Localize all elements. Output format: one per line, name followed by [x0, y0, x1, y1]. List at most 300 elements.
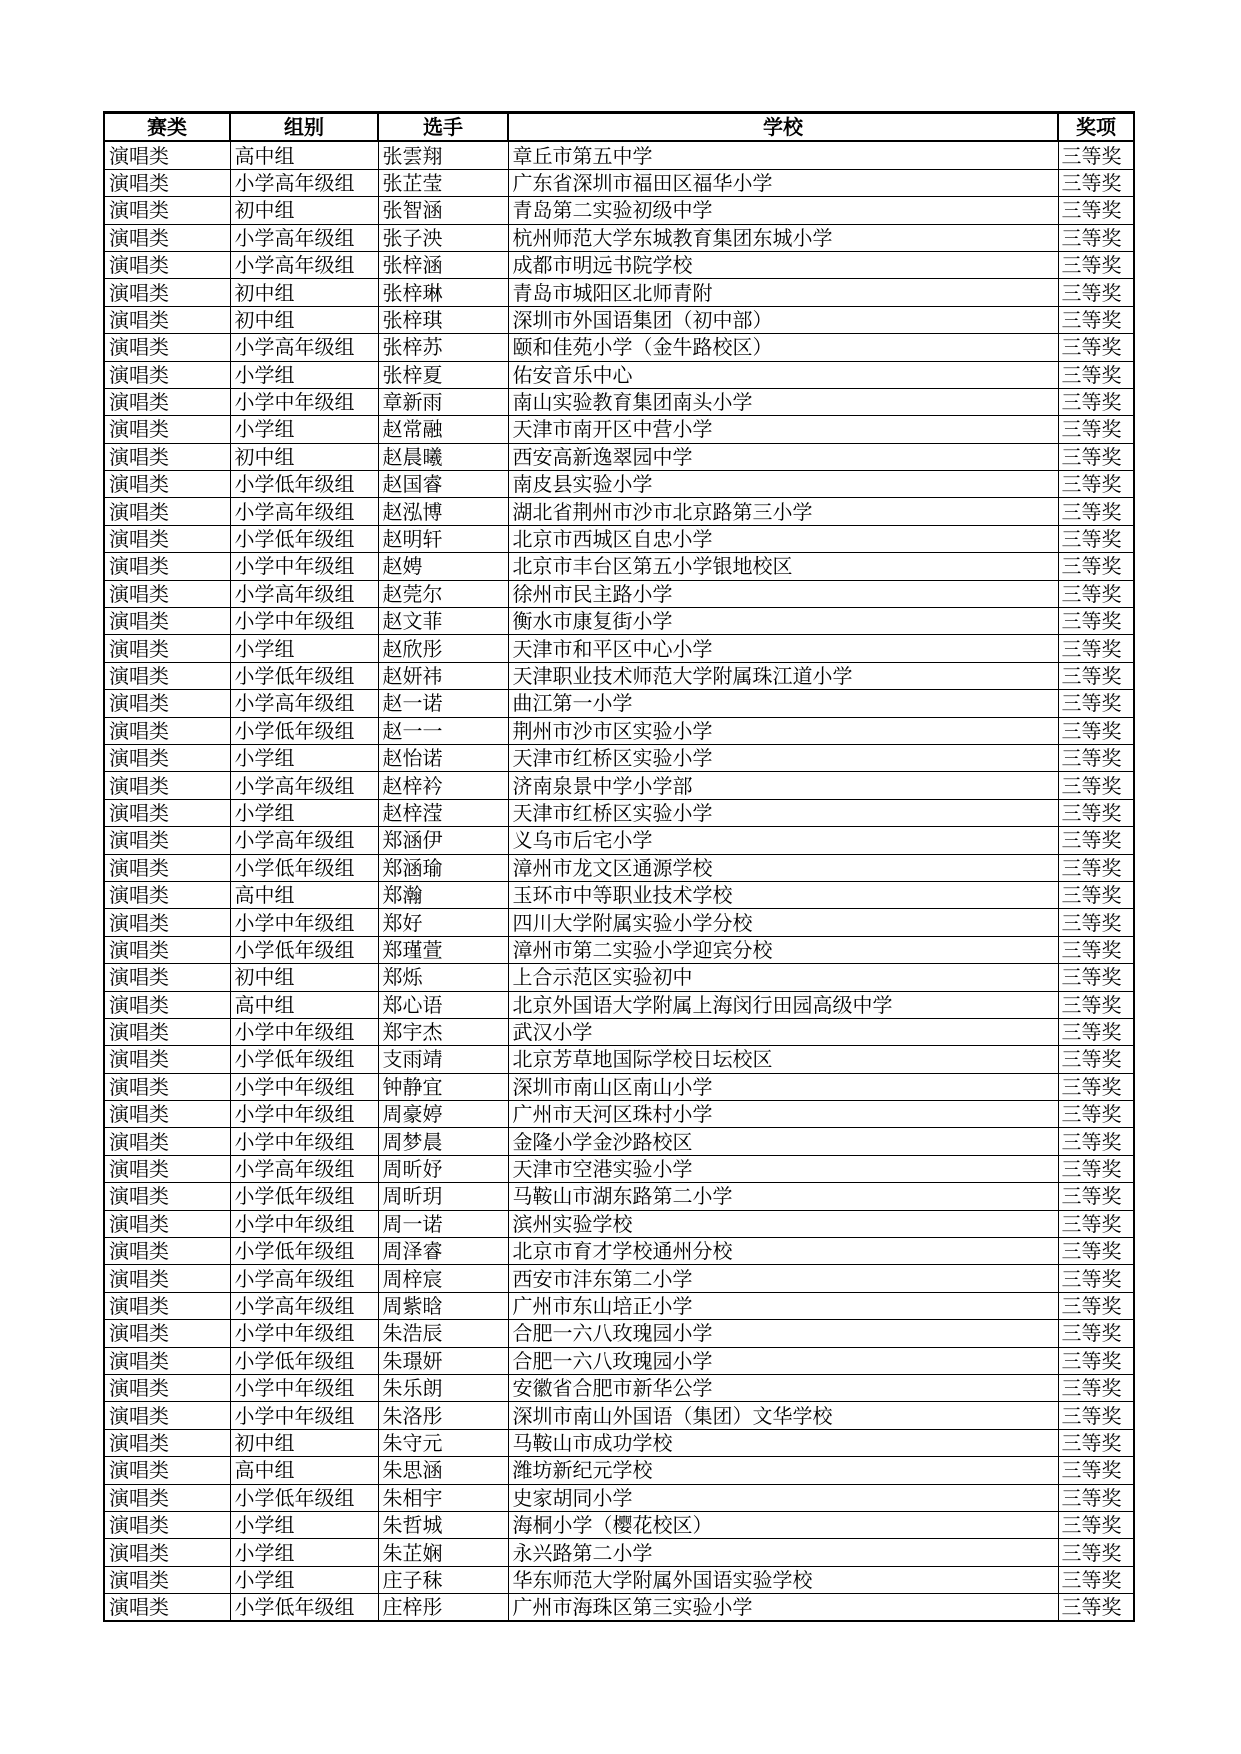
table-row	[104, 772, 1134, 799]
cell-award: 三等奖	[1058, 498, 1134, 525]
cell-category: 演唱类	[104, 1320, 230, 1347]
cell-school: 安徽省合肥市新华公学	[508, 1374, 1058, 1401]
cell-contestant: 朱守元	[378, 1429, 508, 1456]
cell-school: 天津市南开区中营小学	[508, 416, 1058, 443]
cell-award: 三等奖	[1058, 662, 1134, 689]
cell-school: 北京市丰台区第五小学银地校区	[508, 553, 1058, 580]
cell-school: 马鞍山市湖东路第二小学	[508, 1183, 1058, 1210]
cell-category: 演唱类	[104, 1210, 230, 1237]
table-row	[104, 443, 1134, 470]
cell-group: 小学低年级组	[230, 1183, 378, 1210]
table-row	[104, 1265, 1134, 1292]
cell-school: 合肥一六八玫瑰园小学	[508, 1320, 1058, 1347]
cell-school: 史家胡同小学	[508, 1484, 1058, 1511]
cell-school: 华东师范大学附属外国语实验学校	[508, 1566, 1058, 1593]
cell-school: 马鞍山市成功学校	[508, 1429, 1058, 1456]
cell-contestant: 赵梓滢	[378, 799, 508, 826]
cell-group: 小学低年级组	[230, 1347, 378, 1374]
cell-award: 三等奖	[1058, 991, 1134, 1018]
cell-group: 小学组	[230, 361, 378, 388]
table-row	[104, 169, 1134, 196]
cell-category: 演唱类	[104, 1374, 230, 1401]
cell-contestant: 朱浩辰	[378, 1320, 508, 1347]
cell-group: 小学组	[230, 416, 378, 443]
cell-award: 三等奖	[1058, 690, 1134, 717]
cell-award: 三等奖	[1058, 1320, 1134, 1347]
cell-category: 演唱类	[104, 1511, 230, 1538]
cell-contestant: 朱思涵	[378, 1457, 508, 1484]
table-row	[104, 1429, 1134, 1456]
cell-award: 三等奖	[1058, 306, 1134, 333]
table-row	[104, 964, 1134, 991]
cell-group: 小学高年级组	[230, 827, 378, 854]
cell-group: 初中组	[230, 197, 378, 224]
cell-contestant: 朱乐朗	[378, 1374, 508, 1401]
cell-contestant: 张梓夏	[378, 361, 508, 388]
table-row	[104, 799, 1134, 826]
cell-award: 三等奖	[1058, 1046, 1134, 1073]
cell-award: 三等奖	[1058, 1594, 1134, 1622]
table-row	[104, 1183, 1134, 1210]
cell-contestant: 张梓涵	[378, 251, 508, 278]
cell-category: 演唱类	[104, 1073, 230, 1100]
cell-group: 初中组	[230, 1429, 378, 1456]
cell-award: 三等奖	[1058, 1539, 1134, 1566]
cell-category: 演唱类	[104, 224, 230, 251]
cell-contestant: 朱璟妍	[378, 1347, 508, 1374]
cell-group: 小学高年级组	[230, 251, 378, 278]
cell-category: 演唱类	[104, 525, 230, 552]
cell-group: 小学中年级组	[230, 553, 378, 580]
table-row	[104, 1128, 1134, 1155]
cell-group: 小学中年级组	[230, 1101, 378, 1128]
cell-school: 滨州实验学校	[508, 1210, 1058, 1237]
table-row	[104, 580, 1134, 607]
cell-contestant: 赵晨曦	[378, 443, 508, 470]
cell-category: 演唱类	[104, 1018, 230, 1045]
cell-group: 初中组	[230, 964, 378, 991]
cell-school: 北京市西城区自忠小学	[508, 525, 1058, 552]
cell-school: 四川大学附属实验小学分校	[508, 909, 1058, 936]
cell-contestant: 赵常融	[378, 416, 508, 443]
cell-contestant: 周梦晨	[378, 1128, 508, 1155]
cell-school: 漳州市第二实验小学迎宾分校	[508, 936, 1058, 963]
cell-category: 演唱类	[104, 1292, 230, 1319]
cell-contestant: 张芷莹	[378, 169, 508, 196]
cell-contestant: 赵梓衿	[378, 772, 508, 799]
cell-award: 三等奖	[1058, 1566, 1134, 1593]
cell-school: 湖北省荆州市沙市北京路第三小学	[508, 498, 1058, 525]
cell-award: 三等奖	[1058, 169, 1134, 196]
table-row	[104, 1073, 1134, 1100]
cell-contestant: 周昕妤	[378, 1155, 508, 1182]
cell-award: 三等奖	[1058, 1018, 1134, 1045]
cell-category: 演唱类	[104, 1265, 230, 1292]
cell-school: 潍坊新纪元学校	[508, 1457, 1058, 1484]
cell-contestant: 张智涵	[378, 197, 508, 224]
cell-award: 三等奖	[1058, 251, 1134, 278]
cell-award: 三等奖	[1058, 580, 1134, 607]
table-row	[104, 1539, 1134, 1566]
cell-category: 演唱类	[104, 197, 230, 224]
cell-group: 小学中年级组	[230, 1320, 378, 1347]
cell-school: 天津市红桥区实验小学	[508, 799, 1058, 826]
cell-school: 上合示范区实验初中	[508, 964, 1058, 991]
cell-contestant: 赵欣彤	[378, 635, 508, 662]
cell-category: 演唱类	[104, 580, 230, 607]
cell-contestant: 赵一一	[378, 717, 508, 744]
table-row	[104, 717, 1134, 744]
cell-school: 天津市和平区中心小学	[508, 635, 1058, 662]
cell-group: 高中组	[230, 141, 378, 169]
cell-group: 小学高年级组	[230, 580, 378, 607]
cell-award: 三等奖	[1058, 881, 1134, 908]
cell-category: 演唱类	[104, 141, 230, 169]
table-row	[104, 744, 1134, 771]
table-row	[104, 1101, 1134, 1128]
cell-category: 演唱类	[104, 854, 230, 881]
cell-award: 三等奖	[1058, 1155, 1134, 1182]
table-row	[104, 525, 1134, 552]
cell-group: 小学低年级组	[230, 936, 378, 963]
cell-school: 杭州师范大学东城教育集团东城小学	[508, 224, 1058, 251]
cell-category: 演唱类	[104, 306, 230, 333]
table-row	[104, 854, 1134, 881]
table-header-row	[104, 113, 1134, 142]
cell-category: 演唱类	[104, 717, 230, 744]
results-table	[103, 111, 1135, 1622]
cell-group: 小学高年级组	[230, 498, 378, 525]
cell-contestant: 赵一诺	[378, 690, 508, 717]
table-row	[104, 1155, 1134, 1182]
cell-school: 西安市沣东第二小学	[508, 1265, 1058, 1292]
cell-school: 义乌市后宅小学	[508, 827, 1058, 854]
cell-category: 演唱类	[104, 662, 230, 689]
cell-contestant: 郑涵瑜	[378, 854, 508, 881]
cell-award: 三等奖	[1058, 909, 1134, 936]
cell-group: 小学组	[230, 1539, 378, 1566]
cell-school: 徐州市民主路小学	[508, 580, 1058, 607]
cell-group: 高中组	[230, 1457, 378, 1484]
cell-school: 永兴路第二小学	[508, 1539, 1058, 1566]
table-row	[104, 279, 1134, 306]
cell-category: 演唱类	[104, 1128, 230, 1155]
cell-group: 小学组	[230, 635, 378, 662]
cell-school: 佑安音乐中心	[508, 361, 1058, 388]
table-row	[104, 1484, 1134, 1511]
cell-contestant: 郑瑾萱	[378, 936, 508, 963]
cell-school: 青岛第二实验初级中学	[508, 197, 1058, 224]
cell-category: 演唱类	[104, 1566, 230, 1593]
cell-award: 三等奖	[1058, 1128, 1134, 1155]
cell-school: 广州市东山培正小学	[508, 1292, 1058, 1319]
cell-group: 小学高年级组	[230, 1265, 378, 1292]
cell-contestant: 赵泓博	[378, 498, 508, 525]
table-row	[104, 334, 1134, 361]
cell-group: 高中组	[230, 991, 378, 1018]
cell-school: 合肥一六八玫瑰园小学	[508, 1347, 1058, 1374]
cell-award: 三等奖	[1058, 416, 1134, 443]
cell-category: 演唱类	[104, 471, 230, 498]
cell-group: 小学低年级组	[230, 471, 378, 498]
cell-group: 小学中年级组	[230, 1073, 378, 1100]
table-row	[104, 1046, 1134, 1073]
cell-award: 三等奖	[1058, 717, 1134, 744]
cell-award: 三等奖	[1058, 964, 1134, 991]
table-row	[104, 1402, 1134, 1429]
cell-award: 三等奖	[1058, 799, 1134, 826]
cell-award: 三等奖	[1058, 744, 1134, 771]
cell-group: 初中组	[230, 443, 378, 470]
cell-contestant: 周泽睿	[378, 1238, 508, 1265]
cell-contestant: 张梓琪	[378, 306, 508, 333]
cell-category: 演唱类	[104, 334, 230, 361]
table-row	[104, 416, 1134, 443]
cell-school: 海桐小学（樱花校区）	[508, 1511, 1058, 1538]
header-school: 学校	[508, 113, 1058, 142]
cell-category: 演唱类	[104, 1539, 230, 1566]
cell-school: 西安高新逸翠园中学	[508, 443, 1058, 470]
table-row	[104, 1018, 1134, 1045]
header-award: 奖项	[1058, 113, 1134, 142]
cell-category: 演唱类	[104, 498, 230, 525]
cell-award: 三等奖	[1058, 1238, 1134, 1265]
cell-group: 小学低年级组	[230, 1594, 378, 1622]
cell-award: 三等奖	[1058, 388, 1134, 415]
cell-group: 小学高年级组	[230, 169, 378, 196]
cell-category: 演唱类	[104, 1046, 230, 1073]
cell-school: 北京市育才学校通州分校	[508, 1238, 1058, 1265]
cell-contestant: 郑烁	[378, 964, 508, 991]
cell-category: 演唱类	[104, 1429, 230, 1456]
cell-group: 小学低年级组	[230, 1238, 378, 1265]
table-row	[104, 1511, 1134, 1538]
cell-contestant: 张雲翔	[378, 141, 508, 169]
cell-school: 深圳市南山区南山小学	[508, 1073, 1058, 1100]
cell-award: 三等奖	[1058, 361, 1134, 388]
cell-category: 演唱类	[104, 635, 230, 662]
cell-category: 演唱类	[104, 744, 230, 771]
cell-category: 演唱类	[104, 1402, 230, 1429]
cell-category: 演唱类	[104, 1484, 230, 1511]
table-row	[104, 1347, 1134, 1374]
cell-group: 小学中年级组	[230, 1018, 378, 1045]
cell-category: 演唱类	[104, 279, 230, 306]
cell-category: 演唱类	[104, 964, 230, 991]
table-row	[104, 1320, 1134, 1347]
table-row	[104, 1457, 1134, 1484]
cell-contestant: 郑宇杰	[378, 1018, 508, 1045]
table-row	[104, 1210, 1134, 1237]
cell-category: 演唱类	[104, 991, 230, 1018]
cell-school: 天津市空港实验小学	[508, 1155, 1058, 1182]
cell-contestant: 郑涵伊	[378, 827, 508, 854]
cell-group: 小学高年级组	[230, 1155, 378, 1182]
cell-group: 小学中年级组	[230, 1128, 378, 1155]
cell-group: 小学中年级组	[230, 1402, 378, 1429]
cell-category: 演唱类	[104, 1101, 230, 1128]
header-category: 赛类	[104, 113, 230, 142]
cell-group: 小学低年级组	[230, 1484, 378, 1511]
cell-contestant: 朱相宇	[378, 1484, 508, 1511]
cell-award: 三等奖	[1058, 1457, 1134, 1484]
cell-group: 小学中年级组	[230, 608, 378, 635]
cell-award: 三等奖	[1058, 1347, 1134, 1374]
cell-school: 曲江第一小学	[508, 690, 1058, 717]
cell-school: 广州市天河区珠村小学	[508, 1101, 1058, 1128]
cell-contestant: 庄梓彤	[378, 1594, 508, 1622]
cell-contestant: 朱哲城	[378, 1511, 508, 1538]
cell-award: 三等奖	[1058, 471, 1134, 498]
cell-school: 南山实验教育集团南头小学	[508, 388, 1058, 415]
cell-category: 演唱类	[104, 936, 230, 963]
cell-school: 武汉小学	[508, 1018, 1058, 1045]
cell-category: 演唱类	[104, 1347, 230, 1374]
cell-award: 三等奖	[1058, 854, 1134, 881]
cell-category: 演唱类	[104, 553, 230, 580]
cell-school: 北京芳草地国际学校日坛校区	[508, 1046, 1058, 1073]
cell-contestant: 赵文菲	[378, 608, 508, 635]
cell-category: 演唱类	[104, 608, 230, 635]
cell-award: 三等奖	[1058, 1292, 1134, 1319]
cell-contestant: 郑瀚	[378, 881, 508, 908]
cell-award: 三等奖	[1058, 1183, 1134, 1210]
cell-contestant: 庄子秣	[378, 1566, 508, 1593]
cell-group: 小学高年级组	[230, 1292, 378, 1319]
cell-school: 青岛市城阳区北师青附	[508, 279, 1058, 306]
cell-award: 三等奖	[1058, 772, 1134, 799]
table-row	[104, 909, 1134, 936]
cell-category: 演唱类	[104, 1238, 230, 1265]
cell-award: 三等奖	[1058, 553, 1134, 580]
cell-category: 演唱类	[104, 1594, 230, 1622]
cell-school: 天津市红桥区实验小学	[508, 744, 1058, 771]
cell-category: 演唱类	[104, 881, 230, 908]
cell-school: 广州市海珠区第三实验小学	[508, 1594, 1058, 1622]
cell-category: 演唱类	[104, 169, 230, 196]
cell-contestant: 周一诺	[378, 1210, 508, 1237]
cell-category: 演唱类	[104, 1155, 230, 1182]
table-row	[104, 388, 1134, 415]
cell-award: 三等奖	[1058, 1101, 1134, 1128]
cell-group: 小学中年级组	[230, 909, 378, 936]
cell-school: 济南泉景中学小学部	[508, 772, 1058, 799]
table-row	[104, 881, 1134, 908]
cell-group: 小学低年级组	[230, 525, 378, 552]
cell-award: 三等奖	[1058, 1429, 1134, 1456]
cell-school: 北京外国语大学附属上海闵行田园高级中学	[508, 991, 1058, 1018]
cell-contestant: 周昕玥	[378, 1183, 508, 1210]
cell-contestant: 周紫晗	[378, 1292, 508, 1319]
cell-group: 初中组	[230, 279, 378, 306]
cell-contestant: 张子泱	[378, 224, 508, 251]
cell-contestant: 赵妍祎	[378, 662, 508, 689]
cell-category: 演唱类	[104, 799, 230, 826]
table-row	[104, 1594, 1134, 1622]
cell-school: 金隆小学金沙路校区	[508, 1128, 1058, 1155]
table-row	[104, 553, 1134, 580]
cell-contestant: 赵怡诺	[378, 744, 508, 771]
cell-school: 深圳市南山外国语（集团）文华学校	[508, 1402, 1058, 1429]
cell-group: 小学中年级组	[230, 1210, 378, 1237]
cell-group: 小学低年级组	[230, 854, 378, 881]
cell-contestant: 支雨靖	[378, 1046, 508, 1073]
table-row	[104, 141, 1134, 169]
cell-group: 小学组	[230, 1566, 378, 1593]
cell-contestant: 朱洛彤	[378, 1402, 508, 1429]
cell-contestant: 赵国睿	[378, 471, 508, 498]
cell-category: 演唱类	[104, 1457, 230, 1484]
cell-category: 演唱类	[104, 827, 230, 854]
cell-group: 高中组	[230, 881, 378, 908]
table-row	[104, 991, 1134, 1018]
table-row	[104, 827, 1134, 854]
cell-award: 三等奖	[1058, 443, 1134, 470]
cell-group: 小学中年级组	[230, 388, 378, 415]
cell-category: 演唱类	[104, 416, 230, 443]
cell-group: 小学高年级组	[230, 224, 378, 251]
cell-group: 小学低年级组	[230, 717, 378, 744]
cell-category: 演唱类	[104, 772, 230, 799]
cell-school: 荆州市沙市区实验小学	[508, 717, 1058, 744]
cell-group: 小学低年级组	[230, 662, 378, 689]
cell-award: 三等奖	[1058, 525, 1134, 552]
cell-award: 三等奖	[1058, 1374, 1134, 1401]
table-row	[104, 361, 1134, 388]
cell-contestant: 钟静宜	[378, 1073, 508, 1100]
table-row	[104, 662, 1134, 689]
cell-school: 深圳市外国语集团（初中部）	[508, 306, 1058, 333]
table-row	[104, 197, 1134, 224]
cell-award: 三等奖	[1058, 334, 1134, 361]
table-row	[104, 498, 1134, 525]
cell-contestant: 周梓宸	[378, 1265, 508, 1292]
cell-category: 演唱类	[104, 443, 230, 470]
cell-award: 三等奖	[1058, 1402, 1134, 1429]
cell-group: 小学组	[230, 799, 378, 826]
cell-award: 三等奖	[1058, 936, 1134, 963]
cell-award: 三等奖	[1058, 1511, 1134, 1538]
cell-contestant: 赵娉	[378, 553, 508, 580]
cell-school: 章丘市第五中学	[508, 141, 1058, 169]
cell-group: 小学组	[230, 1511, 378, 1538]
cell-group: 小学高年级组	[230, 334, 378, 361]
table-row	[104, 936, 1134, 963]
cell-group: 小学中年级组	[230, 1374, 378, 1401]
cell-award: 三等奖	[1058, 279, 1134, 306]
table-row	[104, 251, 1134, 278]
table-row	[104, 224, 1134, 251]
cell-award: 三等奖	[1058, 141, 1134, 169]
table-row	[104, 1374, 1134, 1401]
cell-award: 三等奖	[1058, 197, 1134, 224]
cell-category: 演唱类	[104, 251, 230, 278]
table-row	[104, 1566, 1134, 1593]
cell-school: 漳州市龙文区通源学校	[508, 854, 1058, 881]
table-row	[104, 635, 1134, 662]
cell-category: 演唱类	[104, 361, 230, 388]
cell-award: 三等奖	[1058, 1073, 1134, 1100]
cell-group: 小学低年级组	[230, 1046, 378, 1073]
cell-contestant: 周豪婷	[378, 1101, 508, 1128]
cell-award: 三等奖	[1058, 1265, 1134, 1292]
cell-school: 颐和佳苑小学（金牛路校区）	[508, 334, 1058, 361]
cell-category: 演唱类	[104, 388, 230, 415]
cell-group: 初中组	[230, 306, 378, 333]
cell-contestant: 郑好	[378, 909, 508, 936]
table-row	[104, 690, 1134, 717]
cell-contestant: 朱芷娴	[378, 1539, 508, 1566]
